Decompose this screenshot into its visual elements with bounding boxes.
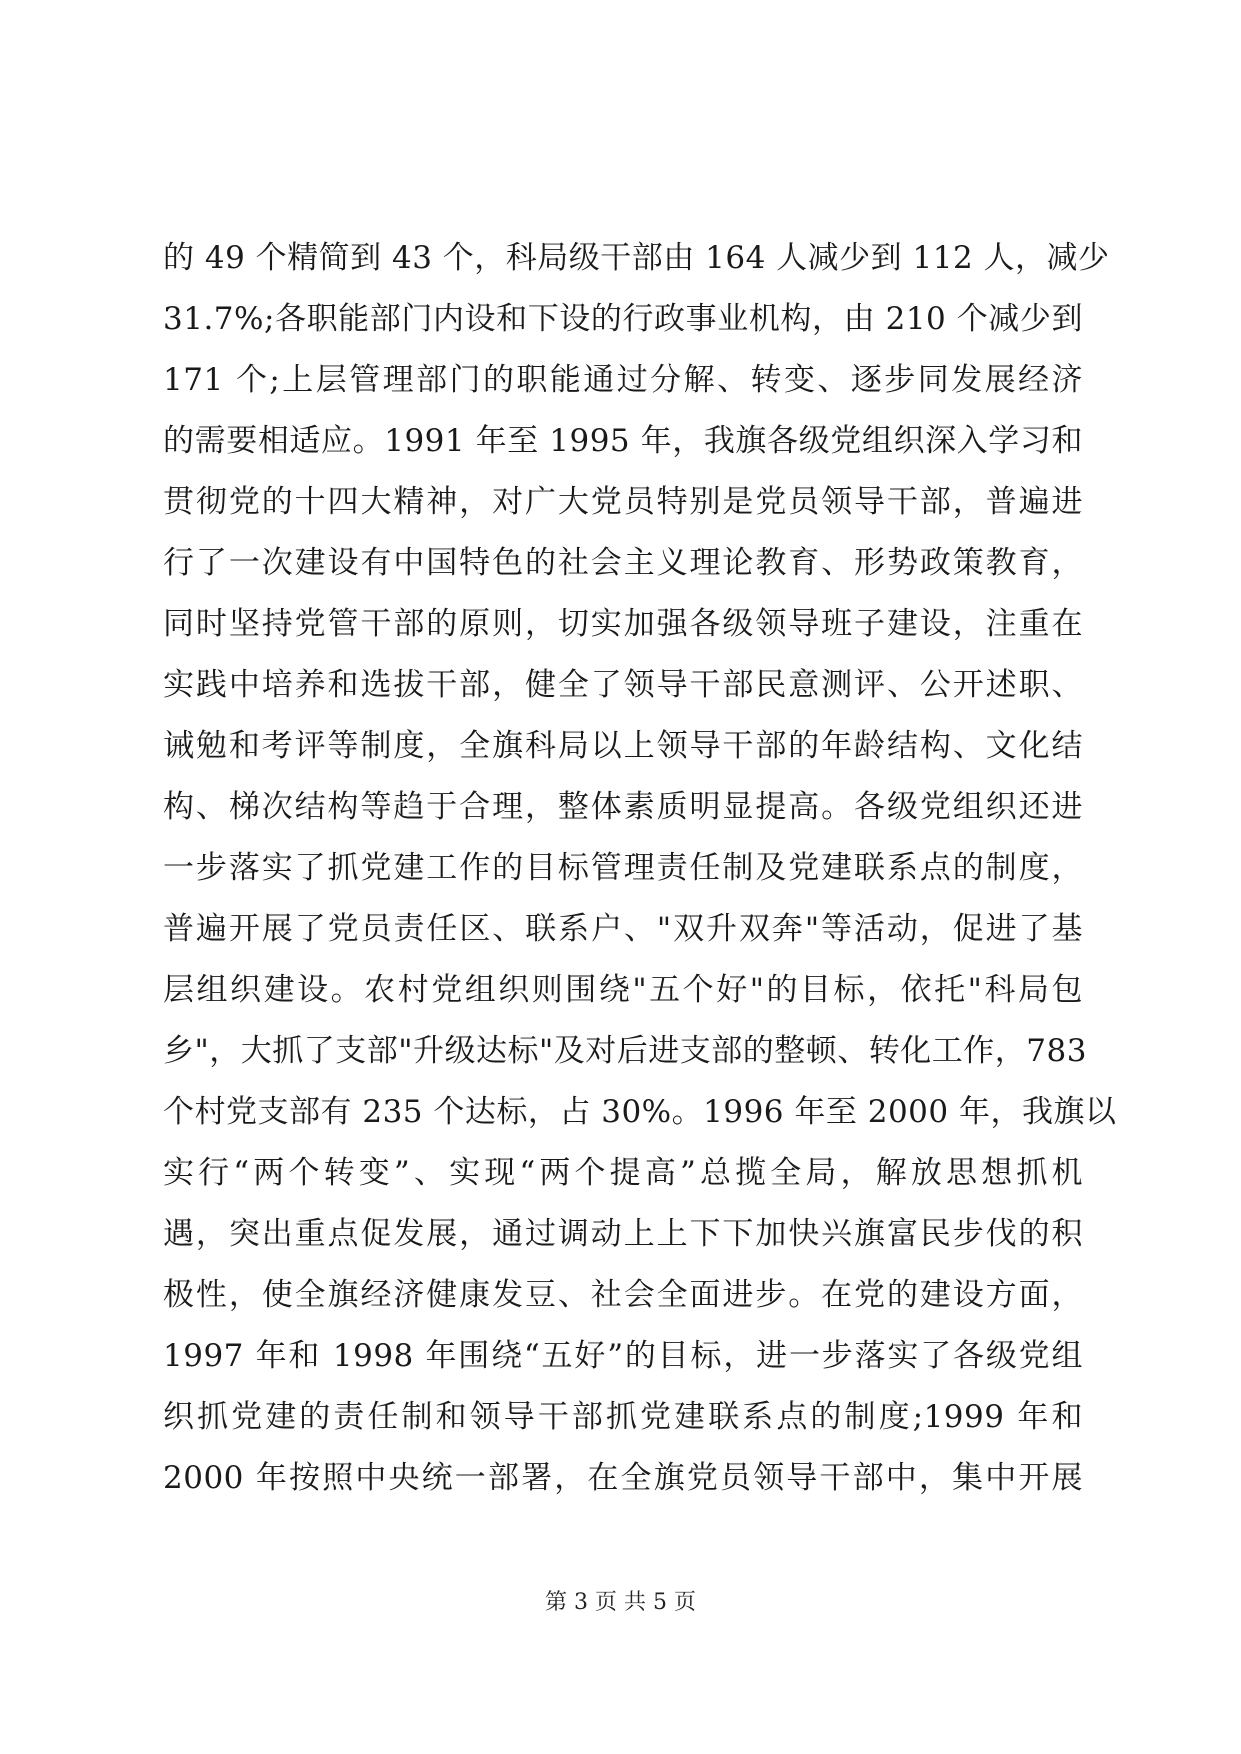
text-line: 乡"，大抓了支部"升级达标"及对后进支部的整顿、转化工作，783 [163,1033,1087,1069]
text-line: 2000 年按照中央统一部署，在全旗党员领导干部中，集中开展 [163,1460,1083,1496]
text-line: 31.7%;各职能部门内设和下设的行政事业机构，由 210 个减少到 [163,301,1083,337]
text-line: 普遍开展了党员责任区、联系户、"双升双奔"等活动，促进了基 [163,911,1083,947]
text-line: 实践中培养和选拔干部，健全了领导干部民意测评、公开述职、 [163,667,1083,703]
text-line: 1997 年和 1998 年围绕“五好”的目标，进一步落实了各级党组 [163,1338,1083,1374]
text-line: 遇，突出重点促发展，通过调动上上下下加快兴旗富民步伐的积 [163,1216,1083,1252]
text-line: 一步落实了抓党建工作的目标管理责任制及党建联系点的制度， [163,850,1083,886]
text-line: 同时坚持党管干部的原则，切实加强各级领导班子建设，注重在 [163,606,1083,642]
text-line: 构、梯次结构等趋于合理，整体素质明显提高。各级党组织还进 [163,789,1083,825]
text-line: 极性，使全旗经济健康发豆、社会全面进步。在党的建设方面， [163,1277,1083,1313]
text-line: 的需要相适应。1991 年至 1995 年，我旗各级党组织深入学习和 [163,423,1083,459]
page-number-footer: 第 3 页 共 5 页 [545,1590,696,1615]
text-line: 织抓党建的责任制和领导干部抓党建联系点的制度;1999 年和 [163,1399,1083,1435]
text-line: 个村党支部有 235 个达标，占 30%。1996 年至 2000 年，我旗以 [163,1094,1117,1130]
text-line: 实行“两个转变”、实现“两个提高”总揽全局，解放思想抓机 [163,1155,1083,1191]
text-line: 171 个;上层管理部门的职能通过分解、转变、逐步同发展经济 [163,362,1083,398]
body-paragraph [163,228,1117,1509]
text-line: 诫勉和考评等制度，全旗科局以上领导干部的年龄结构、文化结 [163,728,1083,764]
text-line: 行了一次建设有中国特色的社会主义理论教育、形势政策教育， [163,545,1083,581]
text-line: 层组织建设。农村党组织则围绕"五个好"的目标，依托"科局包 [163,972,1083,1008]
text-line: 的 49 个精简到 43 个，科局级干部由 164 人减少到 112 人，减少 [163,240,1110,276]
text-line: 贯彻党的十四大精神，对广大党员特别是党员领导干部，普遍进 [163,484,1083,520]
